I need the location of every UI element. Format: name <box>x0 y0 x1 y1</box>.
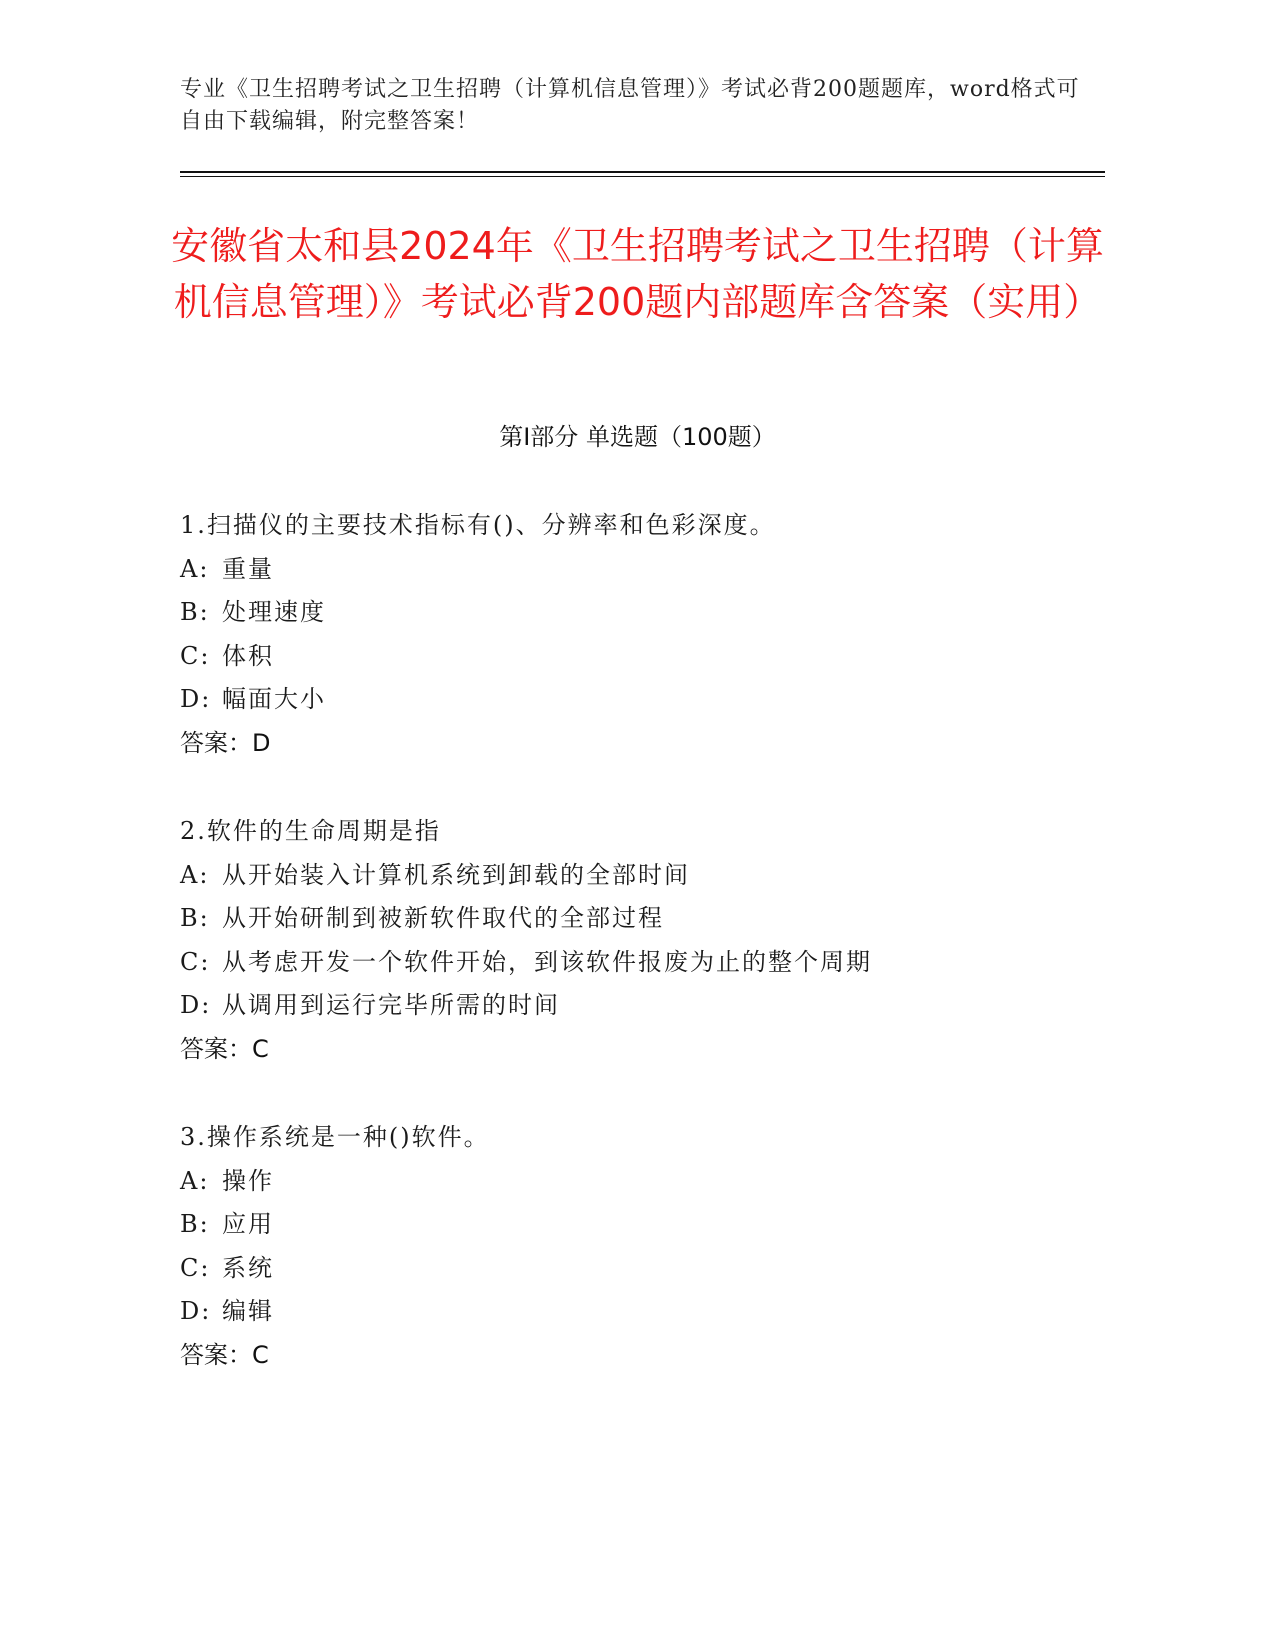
option-text: 体积 <box>222 641 274 670</box>
option-label: C: <box>180 641 211 670</box>
option-c <box>180 635 1100 679</box>
question-list <box>180 504 1100 1422</box>
option-label: B: <box>180 1210 210 1238</box>
option-text: 操作 <box>222 1166 274 1195</box>
question-stem: 3.操作系统是一种()软件。 <box>180 1123 490 1151</box>
option-label: B: <box>180 598 210 626</box>
option-label: A: <box>180 1166 210 1195</box>
header-note: 专业《卫生招聘考试之卫生招聘（计算机信息管理）》考试必背200题题库，word格式可自由下载编辑，附完整答案！ <box>180 77 1080 134</box>
option-label: D: <box>180 991 212 1019</box>
option-text: 从开始研制到被新软件取代的全部过程 <box>222 904 664 932</box>
section-title: 第Ⅰ部分 单选题（100题） <box>499 423 776 451</box>
option-c <box>180 1247 1100 1291</box>
option-a <box>180 548 1100 592</box>
option-text: 幅面大小 <box>222 685 326 713</box>
option-b <box>180 1203 1100 1247</box>
option-text: 系统 <box>222 1253 274 1282</box>
option-text: 处理速度 <box>222 598 326 626</box>
option-d <box>180 678 1100 722</box>
option-a <box>180 854 1100 898</box>
option-b <box>180 897 1100 941</box>
header-rule-thin <box>180 176 1105 177</box>
option-c <box>180 941 1100 985</box>
option-text: 从调用到运行完毕所需的时间 <box>222 991 560 1019</box>
option-text: 应用 <box>222 1210 274 1238</box>
option-label: D: <box>180 1297 212 1325</box>
document-title: 安徽省太和县2024年《卫生招聘考试之卫生招聘（计算机信息管理）》考试必背200题内部题库含答案（实用） <box>171 224 1104 324</box>
question-3 <box>180 1116 1100 1377</box>
question-stem: 2.软件的生命周期是指 <box>180 817 441 845</box>
question-2 <box>180 810 1100 1071</box>
option-label: C: <box>180 1253 211 1282</box>
option-text: 从考虑开发一个软件开始，到该软件报废为止的整个周期 <box>222 947 872 976</box>
option-label: C: <box>180 947 211 976</box>
question-answer: 答案：C <box>180 1340 269 1369</box>
option-d <box>180 984 1100 1028</box>
option-b <box>180 591 1100 635</box>
option-label: A: <box>180 860 210 889</box>
option-label: D: <box>180 685 212 713</box>
option-text: 从开始装入计算机系统到卸载的全部时间 <box>222 860 690 889</box>
option-d <box>180 1290 1100 1334</box>
option-text: 编辑 <box>222 1297 274 1325</box>
question-1 <box>180 504 1100 765</box>
header-rule-thick <box>180 171 1105 173</box>
question-answer: 答案：C <box>180 1034 269 1063</box>
option-text: 重量 <box>222 554 274 583</box>
option-label: A: <box>180 554 210 583</box>
option-label: B: <box>180 904 210 932</box>
question-answer: 答案：D <box>180 728 271 757</box>
option-a <box>180 1160 1100 1204</box>
question-stem: 1.扫描仪的主要技术指标有()、分辨率和色彩深度。 <box>180 511 776 539</box>
